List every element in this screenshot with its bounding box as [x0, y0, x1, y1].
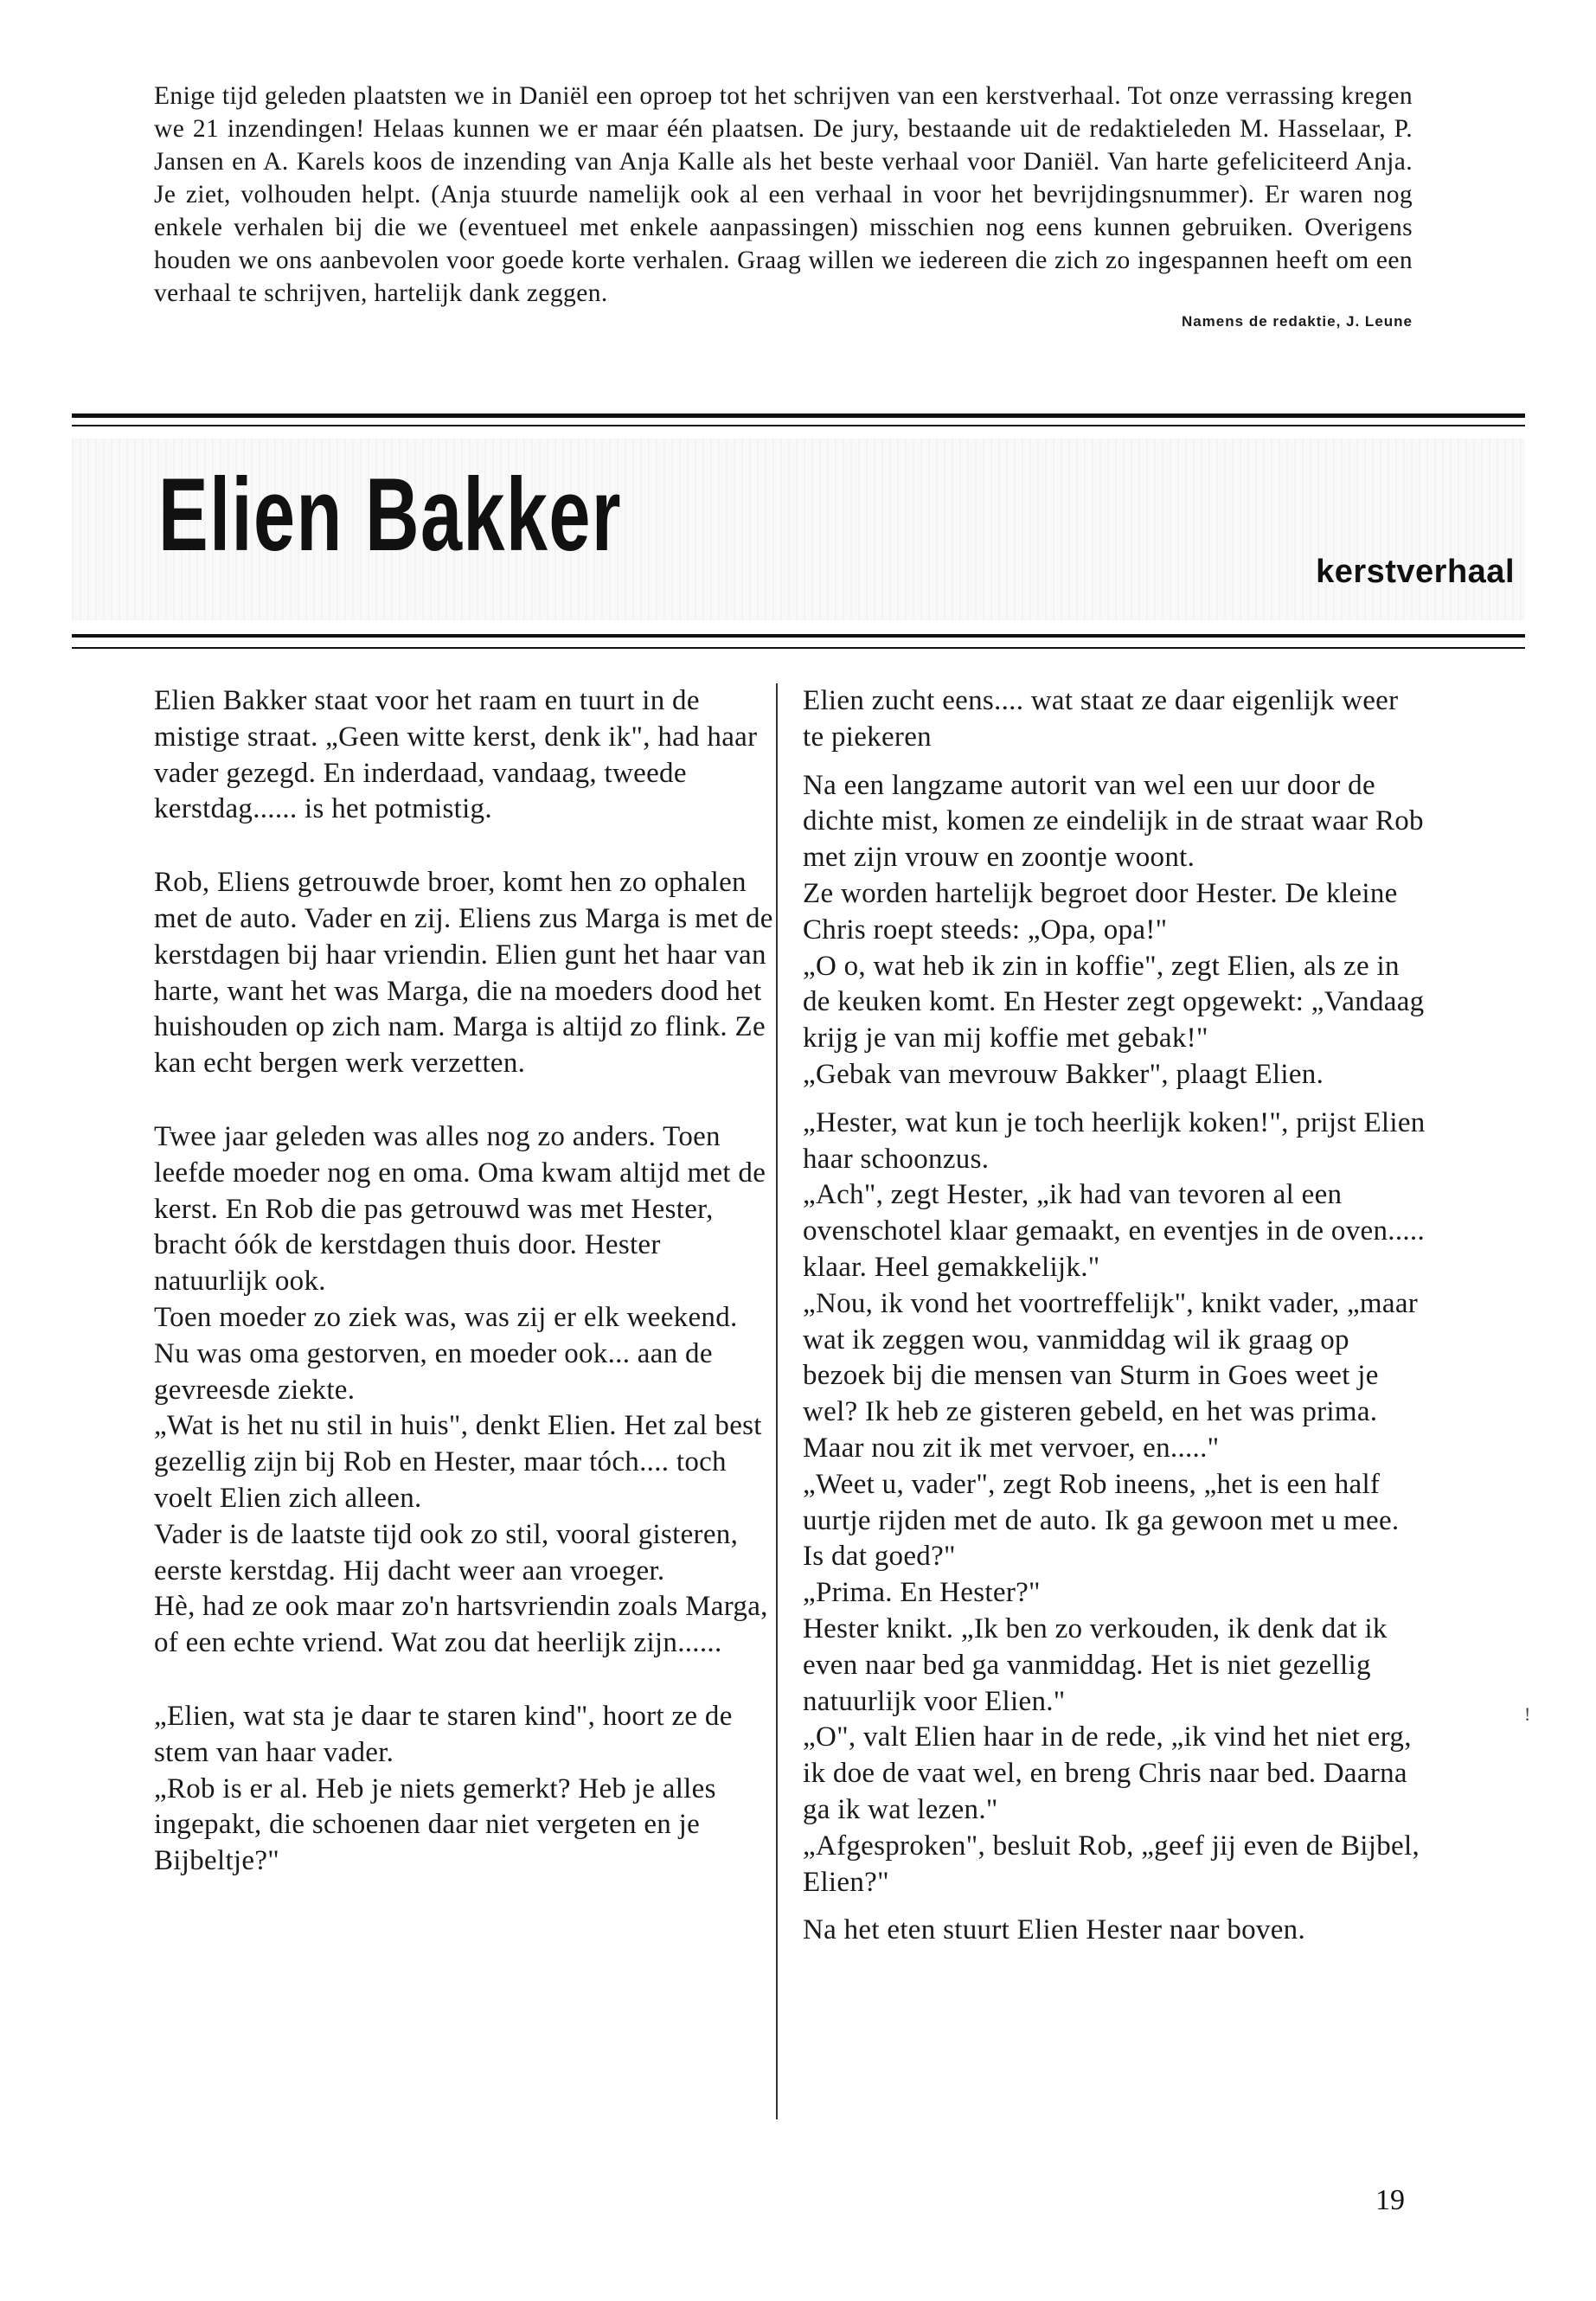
story-column-left	[154, 683, 777, 1888]
bottom-rule-thin	[72, 647, 1525, 649]
story-paragraph: „Elien, wat sta je daar te staren kind", hoort ze de stem van haar vader. „Rob is er al. Heb je niets gemerkt? Heb je alles ingepakt, die schoenen daar niet vergeten en je Bijbeltje?"	[154, 1700, 733, 1877]
top-rule-thin	[72, 425, 1525, 426]
story-paragraph: Elien zucht eens.... wat staat ze daar eigenlijk weer te piekeren	[803, 685, 1399, 753]
story-subtitle: kerstverhaal	[1316, 554, 1515, 590]
story-title: Elien Bakker	[158, 457, 622, 573]
story-banner	[72, 439, 1525, 620]
top-rule-thick	[72, 413, 1525, 418]
bottom-rule-thick	[72, 634, 1525, 638]
story-paragraph: Na het eten stuurt Elien Hester naar boven.	[803, 1914, 1306, 1946]
story-paragraph: Elien Bakker staat voor het raam en tuurt in de mistige straat. „Geen witte kerst, denk ik", had haar vader gezegd. En inderdaad, vandaag, tweede kerstdag...... is het potmistig.	[154, 685, 758, 825]
story-paragraph: Twee jaar geleden was alles nog zo anders. Toen leefde moeder nog en oma. Oma kwam altijd met de kerst. En Rob die pas getrouwd was met Hester, bracht óók de kerstdagen thuis door. Hester natuurlijk ook. Toen moeder zo ziek was, was zij er elk weekend. Nu was oma gestorven, en moeder ook... aan de gevreesde ziekte. „Wat is het nu stil in huis", denkt Elien. Het zal best gezellig zijn bij Rob en Hester, maar tóch.... toch voelt Elien zich alleen. Vader is de laatste tijd ook zo stil, vooral gisteren, eerste kerstdag. Hij dacht weer aan vroeger. Hè, had ze ook maar zo'n hartsvriendin zoals Marga, of een echte vriend. Wat zou dat heerlijk zijn......	[154, 1120, 768, 1659]
intro-signature: Namens de redaktie, J. Leune	[1181, 313, 1413, 330]
intro-paragraph: Enige tijd geleden plaatsten we in Daniël een oproep tot het schrijven van een kerstverhaal. Tot onze verrassing kregen we 21 inzendingen! Helaas kunnen we er maar één plaatsen. De jury, bestaande uit de redaktieleden M. Hasselaar, P. Jansen en A. Karels koos de inzending van Anja Kalle als het beste verhaal voor Daniël. Van harte gefeliciteerd Anja. Je ziet, volhouden helpt. (Anja stuurde namelijk ook al een verhaal in voor het bevrijdingsnummer). Er waren nog enkele verhalen bij die we (eventueel met enkele aanpassingen) misschien nog eens kunnen gebruiken. Overigens houden we ons aanbevolen voor goede korte verhalen. Graag willen we iedereen die zich zo ingespannen heeft om een verhaal te schrijven, hartelijk dank zeggen.	[154, 82, 1413, 307]
column-divider	[776, 683, 778, 2119]
story-paragraph: „Hester, wat kun je toch heerlijk koken!", prijst Elien haar schoonzus. „Ach", zegt Hester, „ik had van tevoren al een ovenschotel klaar gemaakt, en eventjes in de oven..... klaar. Heel gemakkelijk." „Nou, ik vond het voortreffelijk", knikt vader, „maar wat ik zeggen wou, vanmiddag wil ik graag op bezoek bij die mensen van Sturm in Goes weet je wel? Ik heb ze gisteren gebeld, en het was prima. Maar nou zit ik met vervoer, en....." „Weet u, vader", zegt Rob ineens, „het is een half uurtje rijden met de auto. Ik ga gewoon met u mee. Is dat goed?" „Prima. En Hester?" Hester knikt. „Ik ben zo verkouden, ik denk dat ik even naar bed ga vanmiddag. Het is niet gezellig natuurlijk voor Elien." „O", valt Elien haar in de rede, „ik vind het niet erg, ik doe de vaat wel, en breng Chris naar bed. Daarna ga ik wat lezen." „Afgesproken", besluit Rob, „geef jij even de Bijbel, Elien?"	[803, 1106, 1426, 1898]
story-paragraph: Na een langzame autorit van wel een uur door de dichte mist, komen ze eindelijk in de straat waar Rob met zijn vrouw en zoontje woont. Ze worden hartelijk begroet door Hester. De kleine Chris roept steeds: „Opa, opa!" „O o, wat heb ik zin in koffie", zegt Elien, als ze in de keuken komt. En Hester zegt opgewekt: „Vandaag krijg je van mij koffie met gebak!" „Gebak van mevrouw Bakker", plaagt Elien.	[803, 769, 1425, 1090]
story-column-right	[803, 683, 1426, 1958]
editorial-intro	[154, 80, 1413, 330]
margin-mark: !	[1524, 1703, 1531, 1725]
story-paragraph: Rob, Eliens getrouwde broer, komt hen zo ophalen met de auto. Vader en zij. Eliens zus Marga is met de kerstdagen bij haar vriendin. Elien gunt het haar van harte, want het was Marga, die na moeders dood het huishouden op zich nam. Marga is altijd zo flink. Ze kan echt bergen werk verzetten.	[154, 867, 773, 1080]
page-number: 19	[1375, 2184, 1405, 2216]
